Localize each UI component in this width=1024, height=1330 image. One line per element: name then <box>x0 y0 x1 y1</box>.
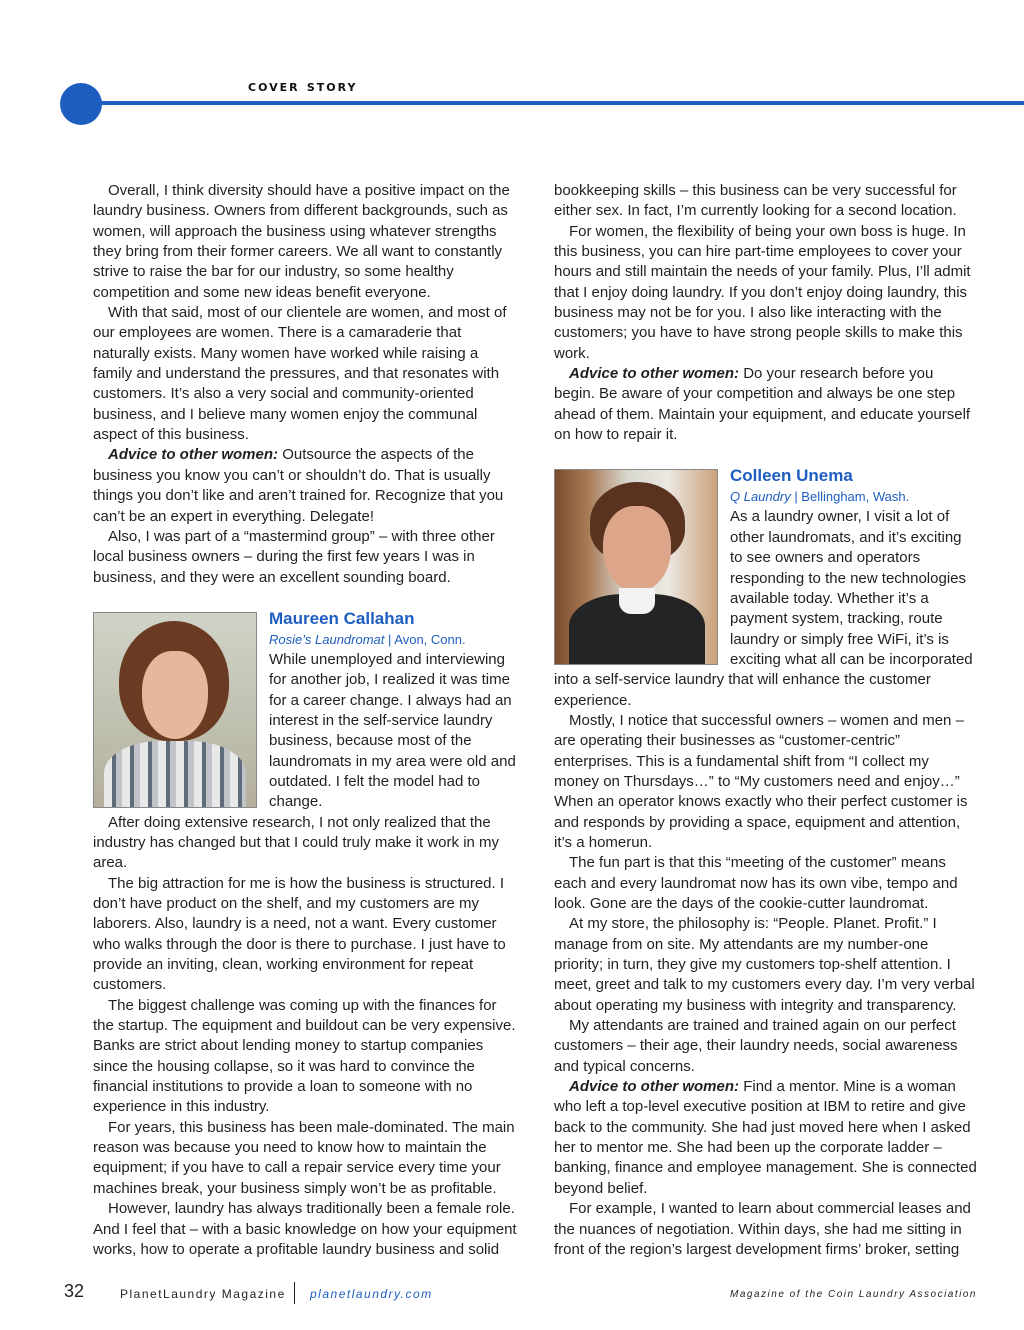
advice-label: Advice to other women: <box>108 446 279 464</box>
business-location: | Bellingham, Wash. <box>790 489 910 505</box>
body-paragraph: For years, this business has been male-dominated. The main reason was because you need to know how to maintain the equipment; if you have to call a repair service every time your machines break, your business simply won’t be as profitable. <box>93 1118 515 1197</box>
profile-colleen <box>554 465 978 1260</box>
advice-label: Advice to other women: <box>569 1078 740 1096</box>
body-paragraph: As a laundry owner, I visit a lot of other laundromats, and it’s exciting to see owners and operators responding to the new technologies available today. Whether it’s a payment system, tracking, route laundry or simply free WiFi, it’s is exciting what all can be incorporated into a self-service laundry that will enhance the customer experience. <box>554 508 973 709</box>
body-paragraph: Overall, I think diversity should have a positive impact on the laundry business. Owners from different backgrounds, such as women, will approach the business using whatever strengths they bring from their former careers. We all want to constantly strive to raise the bar for our industry, so some healthy competition and some new ideas benefit everyone. <box>93 182 510 301</box>
page-footer <box>0 1278 1024 1308</box>
advice-paragraph <box>93 445 517 526</box>
advice-text: Outsource the aspects of the business you know you can’t or shouldn’t do. That is usually things you don’t like and aren’t trained for. Recognize that you can’t be an expert in everything. Delegate! <box>93 446 504 525</box>
portrait-photo-maureen <box>93 612 257 808</box>
page-number: 32 <box>64 1281 85 1301</box>
advice-text: Find a mentor. Mine is a woman who left a top-level executive position at IBM to retire and give back to the community. She had just moved here when I asked her to mentor me. She had been up the corporate ladder – banking, finance and employee management. She is connected beyond belief. <box>554 1078 977 1197</box>
body-paragraph: bookkeeping skills – this business can be very successful for either sex. In fact, I’m currently looking for a second location. <box>554 182 957 220</box>
profile-name: Colleen Unema <box>730 466 853 486</box>
section-label: cover story <box>248 77 358 95</box>
body-paragraph: Mostly, I notice that successful owners – women and men – are operating their businesses as “customer-centric” enterprises. This is a fundamental shift from “I collect my money on Thursdays…” to “My customers need and enjoy…” When an operator knows exactly who their perfect customer is and responds by providing a space, equipment and attention, it’s a homerun. <box>554 711 968 851</box>
body-paragraph: The biggest challenge was coming up with the finances for the startup. The equipment and buildout can be very expensive. Banks are strict about lending money to startup companies since the housing collapse, so it was hard to convince the financial institutions to provide a loan to someone with no experience in this industry. <box>93 996 516 1116</box>
body-paragraph: While unemployed and interviewing for another job, I realized it was time for a career change. I always had an interest in the self-service laundry business, because most of the laundromats in my area were old and outdated. I felt the model had to change. <box>269 650 516 811</box>
body-paragraph: With that said, most of our clientele are women, and most of our employees are women. There is a camaraderie that naturally exists. Many women have worked while raising a family and understand the pressures, and that resonates with customers. It’s also a very social and community-oriented business, and I believe many women enjoy the communal aspect of this business. <box>93 304 507 444</box>
body-paragraph: My attendants are trained and trained again on our perfect customers – their age, their laundry needs, social awareness and typical concerns. <box>554 1017 958 1075</box>
business-name: Q Laundry <box>730 489 791 505</box>
advice-label: Advice to other women: <box>569 365 740 383</box>
footer-divider <box>294 1282 295 1304</box>
body-paragraph: However, laundry has always traditionally been a female role. And I feel that – with a basic knowledge on how your equipment works, how to operate a profitable laundry business and solid <box>93 1200 517 1258</box>
portrait-photo-colleen <box>554 469 718 665</box>
page-header <box>0 0 1024 140</box>
body-paragraph: For example, I wanted to learn about commercial leases and the nuances of negotiation. Within days, she had me sitting in front of the region’s largest development firms’ broker, setting <box>554 1200 971 1258</box>
advice-paragraph <box>554 1077 978 1199</box>
left-column <box>93 181 517 1260</box>
advice-paragraph <box>554 364 978 445</box>
body-paragraph: Also, I was part of a “mastermind group” – with three other local business owners – during the first few years I was in business, and they were an excellent sounding board. <box>93 527 495 586</box>
business-name: Rosie’s Laundromat <box>269 631 385 647</box>
profile-name: Maureen Callahan <box>269 608 415 628</box>
body-paragraph: For women, the flexibility of being your own boss is huge. In this business, you can hire part-time employees to cover your hours and still maintain the needs of your family. Plus, I’ll admit that I enjoy doing laundry. If you don’t enjoy doing laundry, this business may not be for you. I also like interacting with the customers; you have to have strong people skills to make this work. <box>554 222 971 362</box>
profile-maureen <box>93 608 517 1260</box>
body-paragraph: The big attraction for me is how the business is structured. I don’t have product on the shelf, and my customers are my laborers. Also, laundry is a need, not a want. Every customer who walks through the door is there to purchase. I just have to provide an inviting, clean, working environment for repeat customers. <box>93 874 506 994</box>
body-paragraph: The fun part is that this “meeting of the customer” means each and every laundromat now has its own vibe, tempo and look. Gone are the days of the cookie-cutter laundromat. <box>554 854 958 912</box>
magazine-url-link[interactable]: planetlaundry.com <box>310 1287 433 1301</box>
association-tagline: Magazine of the Coin Laundry Association <box>730 1289 977 1300</box>
right-column <box>554 181 978 1260</box>
header-rule <box>96 101 1024 105</box>
advice-text: Do your research before you begin. Be aware of your competition and always be one step ahead of them. Maintain your equipment, and educate yourself on how to repair it. <box>554 365 971 444</box>
body-paragraph: After doing extensive research, I not only realized that the industry has changed but that I could truly make it work in my area. <box>93 813 500 872</box>
body-paragraph: At my store, the philosophy is: “People. Planet. Profit.” I manage from on site. My attendants are my number-one priority; in turn, they give my customers top-shelf attention. I meet, greet and talk to my customers every day. I’m very verbal about operating my business with integrity and transparency. <box>554 915 975 1014</box>
business-location: | Avon, Conn. <box>384 631 466 647</box>
magazine-name: PlanetLaundry Magazine <box>120 1287 286 1301</box>
